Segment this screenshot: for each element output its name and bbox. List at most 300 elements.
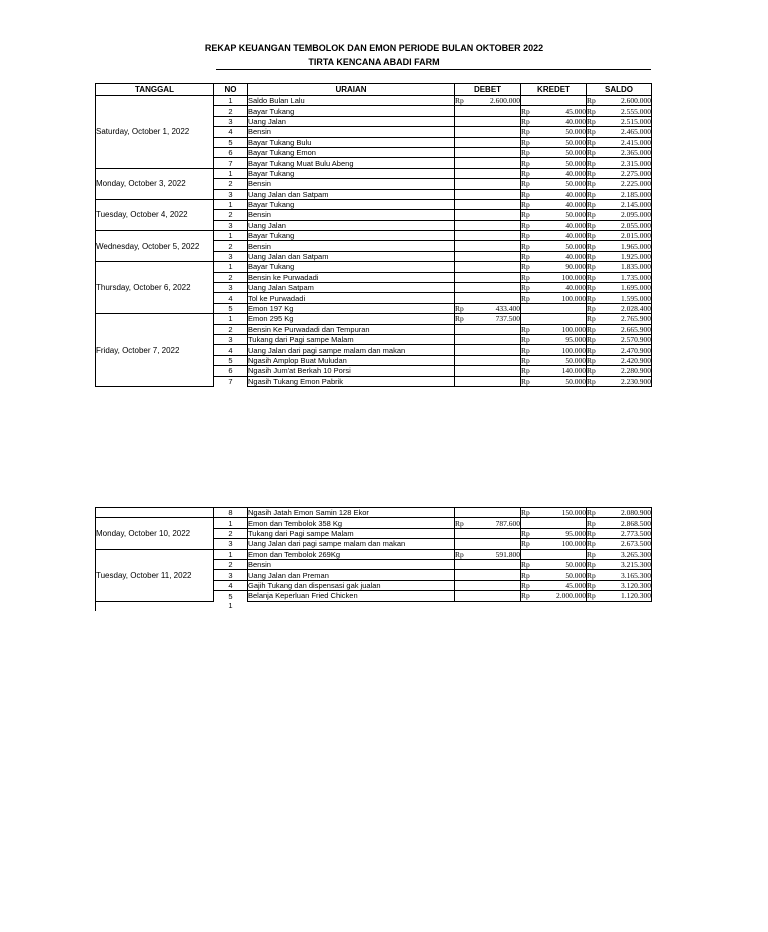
table-row	[96, 231, 652, 241]
kredet-amount: 50.000	[535, 559, 587, 569]
debet-currency	[455, 158, 469, 168]
debet-currency: Rp	[455, 96, 469, 106]
saldo-amount: 2.315.000	[599, 158, 652, 168]
trailing-row	[96, 601, 652, 611]
row-number: 4	[214, 345, 248, 355]
row-number: 1	[214, 168, 248, 178]
kredet-currency: Rp	[521, 376, 535, 386]
kredet-amount	[535, 518, 587, 528]
saldo-amount: 1.835.000	[599, 262, 652, 272]
date-cell: Monday, October 10, 2022	[96, 518, 214, 549]
debet-currency	[455, 231, 469, 241]
row-number: 4	[214, 127, 248, 137]
kredet-amount	[535, 314, 587, 324]
row-description: Uang Jalan	[248, 116, 455, 126]
table-row	[96, 518, 652, 528]
table-row	[96, 199, 652, 209]
row-description: Bayar Tukang Emon	[248, 147, 455, 157]
kredet-currency: Rp	[521, 116, 535, 126]
row-number: 2	[214, 324, 248, 334]
kredet-currency: Rp	[521, 272, 535, 282]
debet-currency	[455, 539, 469, 549]
row-number: 1	[214, 199, 248, 209]
kredet-currency: Rp	[521, 345, 535, 355]
kredet-amount	[535, 303, 587, 313]
kredet-amount: 40.000	[535, 189, 587, 199]
debet-currency	[455, 199, 469, 209]
row-number: 4	[214, 293, 248, 303]
debet-currency	[455, 559, 469, 569]
kredet-currency: Rp	[521, 251, 535, 261]
saldo-amount: 2.080.900	[599, 508, 652, 518]
debet-amount	[469, 241, 521, 251]
debet-amount	[469, 508, 521, 518]
saldo-amount: 2.673.500	[599, 539, 652, 549]
debet-amount: 787.600	[469, 518, 521, 528]
date-cell: Saturday, October 1, 2022	[96, 96, 214, 169]
kredet-amount: 40.000	[535, 251, 587, 261]
row-description: Bensin	[248, 127, 455, 137]
debet-currency	[455, 345, 469, 355]
kredet-currency: Rp	[521, 262, 535, 272]
kredet-amount: 140.000	[535, 366, 587, 376]
saldo-currency: Rp	[587, 116, 599, 126]
table-row	[96, 262, 652, 272]
kredet-currency: Rp	[521, 127, 535, 137]
debet-currency	[455, 241, 469, 251]
debet-currency	[455, 106, 469, 116]
saldo-currency: Rp	[587, 210, 599, 220]
kredet-currency	[521, 518, 535, 528]
row-description: Bensin ke Purwadadi	[248, 272, 455, 282]
ledger-body	[96, 96, 652, 387]
saldo-amount: 2.275.000	[599, 168, 652, 178]
saldo-amount: 2.415.000	[599, 137, 652, 147]
kredet-amount: 40.000	[535, 231, 587, 241]
row-number: 1	[214, 314, 248, 324]
header-debet: DEBET	[455, 84, 521, 96]
date-cell: Thursday, October 6, 2022	[96, 262, 214, 314]
row-number: 5	[214, 303, 248, 313]
row-number: 2	[214, 559, 248, 569]
row-description: Bayar Tukang	[248, 231, 455, 241]
debet-amount	[469, 334, 521, 344]
saldo-currency: Rp	[587, 272, 599, 282]
saldo-amount: 2.095.000	[599, 210, 652, 220]
debet-amount	[469, 127, 521, 137]
debet-amount	[469, 345, 521, 355]
debet-amount: 591.800	[469, 549, 521, 559]
saldo-currency: Rp	[587, 518, 599, 528]
debet-amount	[469, 580, 521, 590]
debet-currency	[455, 220, 469, 230]
kredet-currency: Rp	[521, 106, 535, 116]
saldo-amount: 1.965.000	[599, 241, 652, 251]
debet-currency	[455, 508, 469, 518]
debet-amount	[469, 355, 521, 365]
debet-currency	[455, 570, 469, 580]
saldo-currency: Rp	[587, 189, 599, 199]
row-number: 1	[214, 262, 248, 272]
table-row	[96, 508, 652, 518]
debet-currency	[455, 580, 469, 590]
saldo-currency: Rp	[587, 355, 599, 365]
saldo-currency: Rp	[587, 508, 599, 518]
debet-amount	[469, 220, 521, 230]
kredet-currency: Rp	[521, 137, 535, 147]
saldo-amount: 2.185.000	[599, 189, 652, 199]
saldo-currency: Rp	[587, 127, 599, 137]
debet-currency	[455, 137, 469, 147]
kredet-amount: 40.000	[535, 199, 587, 209]
saldo-currency: Rp	[587, 241, 599, 251]
kredet-amount: 50.000	[535, 210, 587, 220]
debet-amount	[469, 272, 521, 282]
ledger-body-continued	[96, 508, 652, 611]
row-description: Bensin	[248, 559, 455, 569]
kredet-currency: Rp	[521, 241, 535, 251]
saldo-currency: Rp	[587, 262, 599, 272]
debet-currency	[455, 168, 469, 178]
debet-currency	[455, 334, 469, 344]
debet-amount	[469, 283, 521, 293]
saldo-amount: 1.735.000	[599, 272, 652, 282]
saldo-currency: Rp	[587, 179, 599, 189]
kredet-amount: 50.000	[535, 241, 587, 251]
saldo-currency: Rp	[587, 366, 599, 376]
kredet-amount: 50.000	[535, 127, 587, 137]
saldo-amount: 3.165.300	[599, 570, 652, 580]
kredet-amount: 50.000	[535, 376, 587, 386]
row-description: Emon 197 Kg	[248, 303, 455, 313]
row-number: 5	[214, 591, 248, 601]
row-description: Bayar Tukang	[248, 199, 455, 209]
saldo-currency: Rp	[587, 570, 599, 580]
saldo-currency: Rp	[587, 376, 599, 386]
row-description: Uang Jalan Satpam	[248, 283, 455, 293]
saldo-amount: 2.600.000	[599, 96, 652, 106]
row-description: Tukang dari Pagi sampe Malam	[248, 334, 455, 344]
saldo-amount: 2.665.900	[599, 324, 652, 334]
kredet-currency	[521, 314, 535, 324]
saldo-amount: 2.225.000	[599, 179, 652, 189]
row-number: 6	[214, 147, 248, 157]
row-number: 2	[214, 241, 248, 251]
debet-currency	[455, 262, 469, 272]
kredet-amount	[535, 96, 587, 106]
saldo-currency: Rp	[587, 528, 599, 538]
row-description: Uang Jalan dari pagi sampe malam dan makan	[248, 539, 455, 549]
debet-amount	[469, 147, 521, 157]
saldo-currency: Rp	[587, 283, 599, 293]
debet-currency: Rp	[455, 303, 469, 313]
row-number: 8	[214, 508, 248, 518]
row-description: Bayar Tukang Muat Bulu Abeng	[248, 158, 455, 168]
row-description: Uang Jalan dan Satpam	[248, 189, 455, 199]
saldo-currency: Rp	[587, 303, 599, 313]
row-number: 4	[214, 580, 248, 590]
header-saldo: SALDO	[587, 84, 652, 96]
row-description: Uang Jalan dari pagi sampe malam dan makan	[248, 345, 455, 355]
row-description: Bensin Ke Purwadadi dan Tempuran	[248, 324, 455, 334]
kredet-amount: 45.000	[535, 106, 587, 116]
kredet-amount: 90.000	[535, 262, 587, 272]
kredet-currency: Rp	[521, 366, 535, 376]
date-cell: Friday, October 7, 2022	[96, 314, 214, 387]
debet-currency	[455, 324, 469, 334]
row-description: Uang Jalan dan Satpam	[248, 251, 455, 261]
saldo-amount: 2.145.000	[599, 199, 652, 209]
kredet-currency: Rp	[521, 220, 535, 230]
debet-currency	[455, 355, 469, 365]
debet-amount	[469, 559, 521, 569]
debet-currency	[455, 116, 469, 126]
debet-currency: Rp	[455, 314, 469, 324]
date-cell: Tuesday, October 11, 2022	[96, 549, 214, 601]
row-number: 1	[214, 231, 248, 241]
kredet-amount: 150.000	[535, 508, 587, 518]
debet-currency	[455, 293, 469, 303]
row-number: 2	[214, 272, 248, 282]
row-number: 1	[214, 549, 248, 559]
row-number: 2	[214, 106, 248, 116]
kredet-amount: 40.000	[535, 168, 587, 178]
debet-amount	[469, 158, 521, 168]
saldo-amount: 3.120.300	[599, 580, 652, 590]
debet-amount: 433.400	[469, 303, 521, 313]
debet-currency	[455, 251, 469, 261]
row-description: Emon dan Tembolok 269Kg	[248, 549, 455, 559]
kredet-amount: 50.000	[535, 570, 587, 580]
table-row	[96, 314, 652, 324]
kredet-currency: Rp	[521, 199, 535, 209]
saldo-currency: Rp	[587, 293, 599, 303]
saldo-currency: Rp	[587, 106, 599, 116]
kredet-currency: Rp	[521, 528, 535, 538]
row-number: 3	[214, 116, 248, 126]
kredet-currency: Rp	[521, 559, 535, 569]
kredet-currency	[521, 303, 535, 313]
saldo-amount: 1.695.000	[599, 283, 652, 293]
ledger-table-continued	[95, 507, 652, 611]
kredet-amount: 40.000	[535, 220, 587, 230]
debet-amount	[469, 570, 521, 580]
kredet-currency: Rp	[521, 591, 535, 601]
debet-currency: Rp	[455, 549, 469, 559]
saldo-currency: Rp	[587, 559, 599, 569]
debet-amount	[469, 137, 521, 147]
saldo-currency: Rp	[587, 220, 599, 230]
debet-amount	[469, 376, 521, 386]
kredet-amount	[535, 549, 587, 559]
debet-amount	[469, 324, 521, 334]
saldo-amount: 2.015.000	[599, 231, 652, 241]
trailing-row-number: 1	[228, 601, 233, 611]
debet-currency	[455, 127, 469, 137]
row-description: Belanja Keperluan Fried Chicken	[248, 591, 455, 601]
header-tanggal: TANGGAL	[96, 84, 214, 96]
debet-currency	[455, 591, 469, 601]
kredet-currency: Rp	[521, 283, 535, 293]
saldo-amount: 1.120.300	[599, 591, 652, 601]
ledger-table	[95, 83, 652, 387]
saldo-currency: Rp	[587, 137, 599, 147]
row-description: Emon dan Tembolok 358 Kg	[248, 518, 455, 528]
row-number: 3	[214, 251, 248, 261]
saldo-currency: Rp	[587, 251, 599, 261]
row-description: Ngasih Tukang Emon Pabrik	[248, 376, 455, 386]
row-number: 3	[214, 570, 248, 580]
saldo-amount: 2.365.000	[599, 147, 652, 157]
title-rule	[216, 69, 651, 70]
kredet-currency: Rp	[521, 355, 535, 365]
kredet-amount: 50.000	[535, 147, 587, 157]
kredet-amount: 95.000	[535, 528, 587, 538]
debet-amount	[469, 210, 521, 220]
kredet-currency: Rp	[521, 210, 535, 220]
kredet-amount: 2.000.000	[535, 591, 587, 601]
saldo-currency: Rp	[587, 96, 599, 106]
debet-amount	[469, 189, 521, 199]
saldo-currency: Rp	[587, 231, 599, 241]
saldo-currency: Rp	[587, 147, 599, 157]
saldo-amount: 2.420.900	[599, 355, 652, 365]
debet-currency	[455, 210, 469, 220]
debet-currency	[455, 147, 469, 157]
kredet-amount: 45.000	[535, 580, 587, 590]
saldo-amount: 2.470.900	[599, 345, 652, 355]
saldo-currency: Rp	[587, 345, 599, 355]
row-description: Bensin	[248, 210, 455, 220]
row-number: 3	[214, 189, 248, 199]
saldo-currency: Rp	[587, 158, 599, 168]
kredet-currency: Rp	[521, 334, 535, 344]
saldo-amount: 2.280.900	[599, 366, 652, 376]
debet-currency	[455, 189, 469, 199]
saldo-currency: Rp	[587, 168, 599, 178]
saldo-currency: Rp	[587, 591, 599, 601]
kredet-amount: 40.000	[535, 116, 587, 126]
row-number: 3	[214, 283, 248, 293]
trailing-date-cell	[96, 601, 214, 611]
saldo-currency: Rp	[587, 549, 599, 559]
debet-amount	[469, 539, 521, 549]
table-row	[96, 168, 652, 178]
debet-currency	[455, 272, 469, 282]
saldo-currency: Rp	[587, 324, 599, 334]
saldo-amount: 2.055.000	[599, 220, 652, 230]
kredet-currency: Rp	[521, 580, 535, 590]
debet-amount	[469, 251, 521, 261]
document-subtitle: TIRTA KENCANA ABADI FARM	[308, 57, 440, 67]
row-description: Saldo Bulan Lalu	[248, 96, 455, 106]
debet-amount: 737.500	[469, 314, 521, 324]
row-description: Bayar Tukang	[248, 262, 455, 272]
header-uraian: URAIAN	[248, 84, 455, 96]
row-description: Ngasih Jum'at Berkah 10 Porsi	[248, 366, 455, 376]
kredet-currency	[521, 96, 535, 106]
kredet-amount: 50.000	[535, 179, 587, 189]
kredet-currency: Rp	[521, 158, 535, 168]
debet-currency	[455, 179, 469, 189]
row-number: 3	[214, 334, 248, 344]
debet-amount	[469, 179, 521, 189]
date-cell	[96, 508, 214, 518]
row-description: Uang Jalan	[248, 220, 455, 230]
date-cell: Monday, October 3, 2022	[96, 168, 214, 199]
kredet-amount: 100.000	[535, 293, 587, 303]
debet-currency	[455, 528, 469, 538]
saldo-amount: 2.765.900	[599, 314, 652, 324]
debet-currency	[455, 283, 469, 293]
kredet-currency: Rp	[521, 508, 535, 518]
kredet-amount: 40.000	[535, 283, 587, 293]
row-description: Bayar Tukang	[248, 106, 455, 116]
debet-amount	[469, 106, 521, 116]
row-description: Bayar Tukang Bulu	[248, 137, 455, 147]
table-row	[96, 96, 652, 106]
saldo-currency: Rp	[587, 580, 599, 590]
header-kredet: KREDET	[521, 84, 587, 96]
row-description: Tukang dari Pagi sampe Malam	[248, 528, 455, 538]
kredet-currency: Rp	[521, 231, 535, 241]
row-number: 2	[214, 210, 248, 220]
row-number: 5	[214, 355, 248, 365]
kredet-amount: 50.000	[535, 137, 587, 147]
ledger-header-row	[96, 84, 652, 96]
debet-currency: Rp	[455, 518, 469, 528]
debet-amount	[469, 168, 521, 178]
kredet-amount: 100.000	[535, 539, 587, 549]
kredet-currency: Rp	[521, 147, 535, 157]
debet-amount	[469, 293, 521, 303]
row-number: 6	[214, 366, 248, 376]
kredet-amount: 100.000	[535, 345, 587, 355]
row-number: 3	[214, 220, 248, 230]
saldo-amount: 2.773.500	[599, 528, 652, 538]
kredet-amount: 50.000	[535, 355, 587, 365]
row-number: 2	[214, 528, 248, 538]
debet-amount	[469, 591, 521, 601]
table-row	[96, 549, 652, 559]
kredet-amount: 100.000	[535, 324, 587, 334]
saldo-amount: 2.230.900	[599, 376, 652, 386]
row-description: Uang Jalan dan Preman	[248, 570, 455, 580]
debet-amount	[469, 199, 521, 209]
saldo-currency: Rp	[587, 539, 599, 549]
kredet-currency: Rp	[521, 539, 535, 549]
debet-amount	[469, 366, 521, 376]
row-description: Bensin	[248, 241, 455, 251]
saldo-amount: 2.570.900	[599, 334, 652, 344]
header-no: NO	[214, 84, 248, 96]
row-number: 2	[214, 179, 248, 189]
row-number: 1	[214, 518, 248, 528]
kredet-currency: Rp	[521, 293, 535, 303]
debet-amount	[469, 262, 521, 272]
kredet-amount: 50.000	[535, 158, 587, 168]
row-description: Bayar Tukang	[248, 168, 455, 178]
debet-currency	[455, 366, 469, 376]
document-title: REKAP KEUANGAN TEMBOLOK DAN EMON PERIODE BULAN OKTOBER 2022	[204, 43, 544, 53]
kredet-amount: 95.000	[535, 334, 587, 344]
debet-amount	[469, 116, 521, 126]
kredet-currency: Rp	[521, 168, 535, 178]
saldo-amount: 3.215.300	[599, 559, 652, 569]
date-cell: Wednesday, October 5, 2022	[96, 231, 214, 262]
kredet-currency: Rp	[521, 570, 535, 580]
saldo-amount: 2.465.000	[599, 127, 652, 137]
